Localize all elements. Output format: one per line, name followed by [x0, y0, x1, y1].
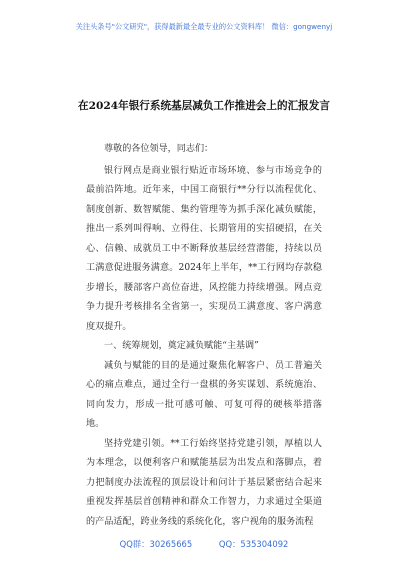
paragraph-3: 坚持党建引领。**工行始终坚持党建引领，厚植以人为本理念，以便利客户和赋能基层为出发点和落脚点，着力把制度办法流程的顶层设计和问计于基层紧密结合起来重视发挥基层首创精神和群众工作智力，力求通过全渠道的产品适配，跨业务线的系统化化，客户视角的服务流程 [86, 438, 322, 527]
qq-group: QQ群：30265665 [119, 539, 193, 549]
top-banner: 关注头条号"公文研究"，获得最新最全最专业的公文资料库！ 微信：gongwenyj [75, 22, 333, 31]
document-body [86, 140, 322, 532]
section-heading-1: 一、统筹规划，奠定减负赋能“主基调” [104, 341, 259, 351]
document-title: 在2024年银行系统基层减负工作推进会上的汇报发言 [78, 100, 330, 112]
greeting: 尊敬的各位领导，同志们： [104, 144, 214, 154]
footer-contact [0, 538, 408, 550]
paragraph-intro: 银行网点是商业银行贴近市场环境、参与市场竞争的最前沿阵地。近年来，中国工商银行**分行以流程优化、制度创新、数智赋能、集约管理等为抓手深化减负赋能，推出一系列叫得响、立得住、长期管用的实招硬招，在关心、信赖、成就员工中不断释放基层经营潜能，持续以员工满意促进服务满意。2024年上半年，**工行网均存款稳步增长，腰部客户高位奋进，风控能力持续增强。网点竞争力提升考核排名全省第一，实现员工满意度、客户满意度双提升。 [86, 165, 322, 332]
paragraph-2: 减负与赋能的目的是通过聚焦化解客户、员工普遍关心的痛点难点，通过全行一盘棋的务实谋划、系统施治、同向发力，形成一批可感可触、可复可得的硬核举措落地。 [86, 360, 322, 429]
qq-number: QQ：535304092 [218, 539, 289, 549]
